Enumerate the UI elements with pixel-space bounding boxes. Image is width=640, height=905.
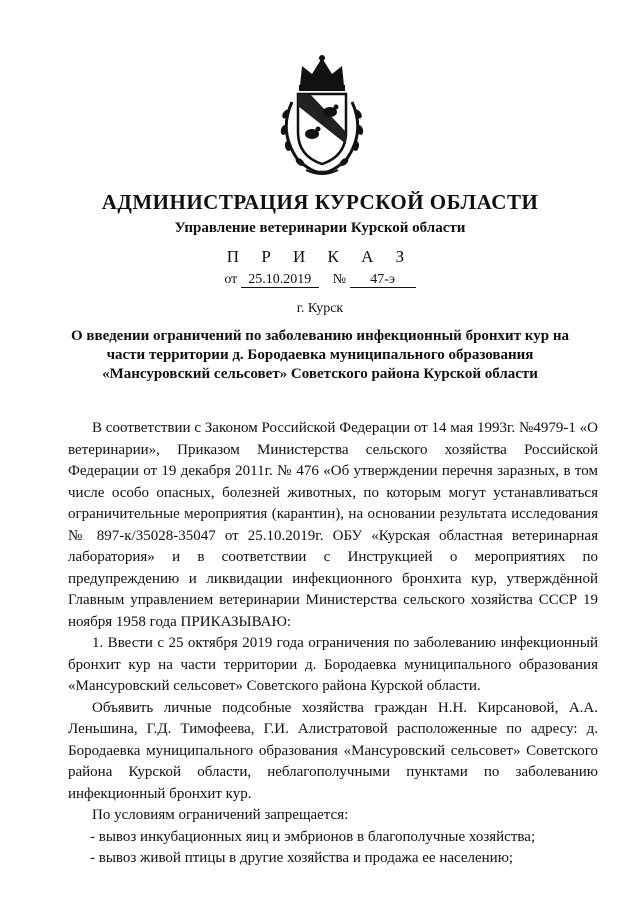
date-prefix: от [224,272,238,287]
organization-title: АДМИНИСТРАЦИЯ КУРСКОЙ ОБЛАСТИ [101,190,539,214]
document-heading [60,327,580,384]
paragraph: В соответствии с Законом Российской Федерации от 14 мая 1993г. №4979-1 «О ветеринарии», Приказом Министерства сельского хозяйства Российской Федерации от 19 декабря 2011г. № 476 «Об утверждении перечня заразных, в том числе особо опасных, болезней животных, по которым могут устанавливаться ограничительные мероприятия (карантин), на основании результата исследования № 897-к/35028-35047 от 25.10.2019г. ОБУ «Курская областная ветеринарная лаборатория» и в соответствии с Инструкцией о мероприятиях по предупреждению и ликвидации инфекционного бронхита кур, утверждённой Главным управлением ветеринарии Министерства сельского хозяйства СССР 19 ноября 1958 года ПРИКАЗЫВАЮ: [68,420,598,630]
date-number-line [0,272,640,288]
paragraph: 1. Ввести с 25 октября 2019 года ограничения по заболеванию инфекционный бронхит кур на части территории д. Бородаевка муниципального образования «Мансуровский сельсовет» Советского района Курской области. [68,635,598,694]
city: г. Курск [296,301,344,316]
number-prefix: № [332,272,347,287]
department-title: Управление ветеринарии Курской области [174,220,466,236]
heading-line: «Мансуровский сельсовет» Советского района Курской области [102,366,538,382]
document-date: 25.10.2019 [241,272,319,288]
document-body [68,418,598,870]
list-item: - вывоз инкубационных яиц и эмбрионов в благополучные хозяйства; [90,828,536,845]
heading-line: части территории д. Бородаевка муниципального образования [106,347,534,363]
document-type: П Р И К А З [226,247,414,266]
list-item: - вывоз живой птицы в другие хозяйства и продажа ее населению; [90,850,514,866]
paragraph: По условиям ограничений запрещается: [92,807,349,823]
document-number: 47-э [350,272,416,288]
kursk-coat-of-arms-icon [262,52,382,177]
heading-line: О введении ограничений по заболеванию инфекционный бронхит кур на [71,328,569,344]
paragraph: Объявить личные подсобные хозяйства граждан Н.Н. Кирсановой, А.А. Леньшина, Г.Д. Тимофеева, Г.И. Алистратовой расположенные по адресу: д. Бородаевка муниципального образования «Мансуровский сельсовет» Советского района Курской области, неблагополучными пунктами по заболеванию инфекционный бронхит кур. [68,699,598,802]
